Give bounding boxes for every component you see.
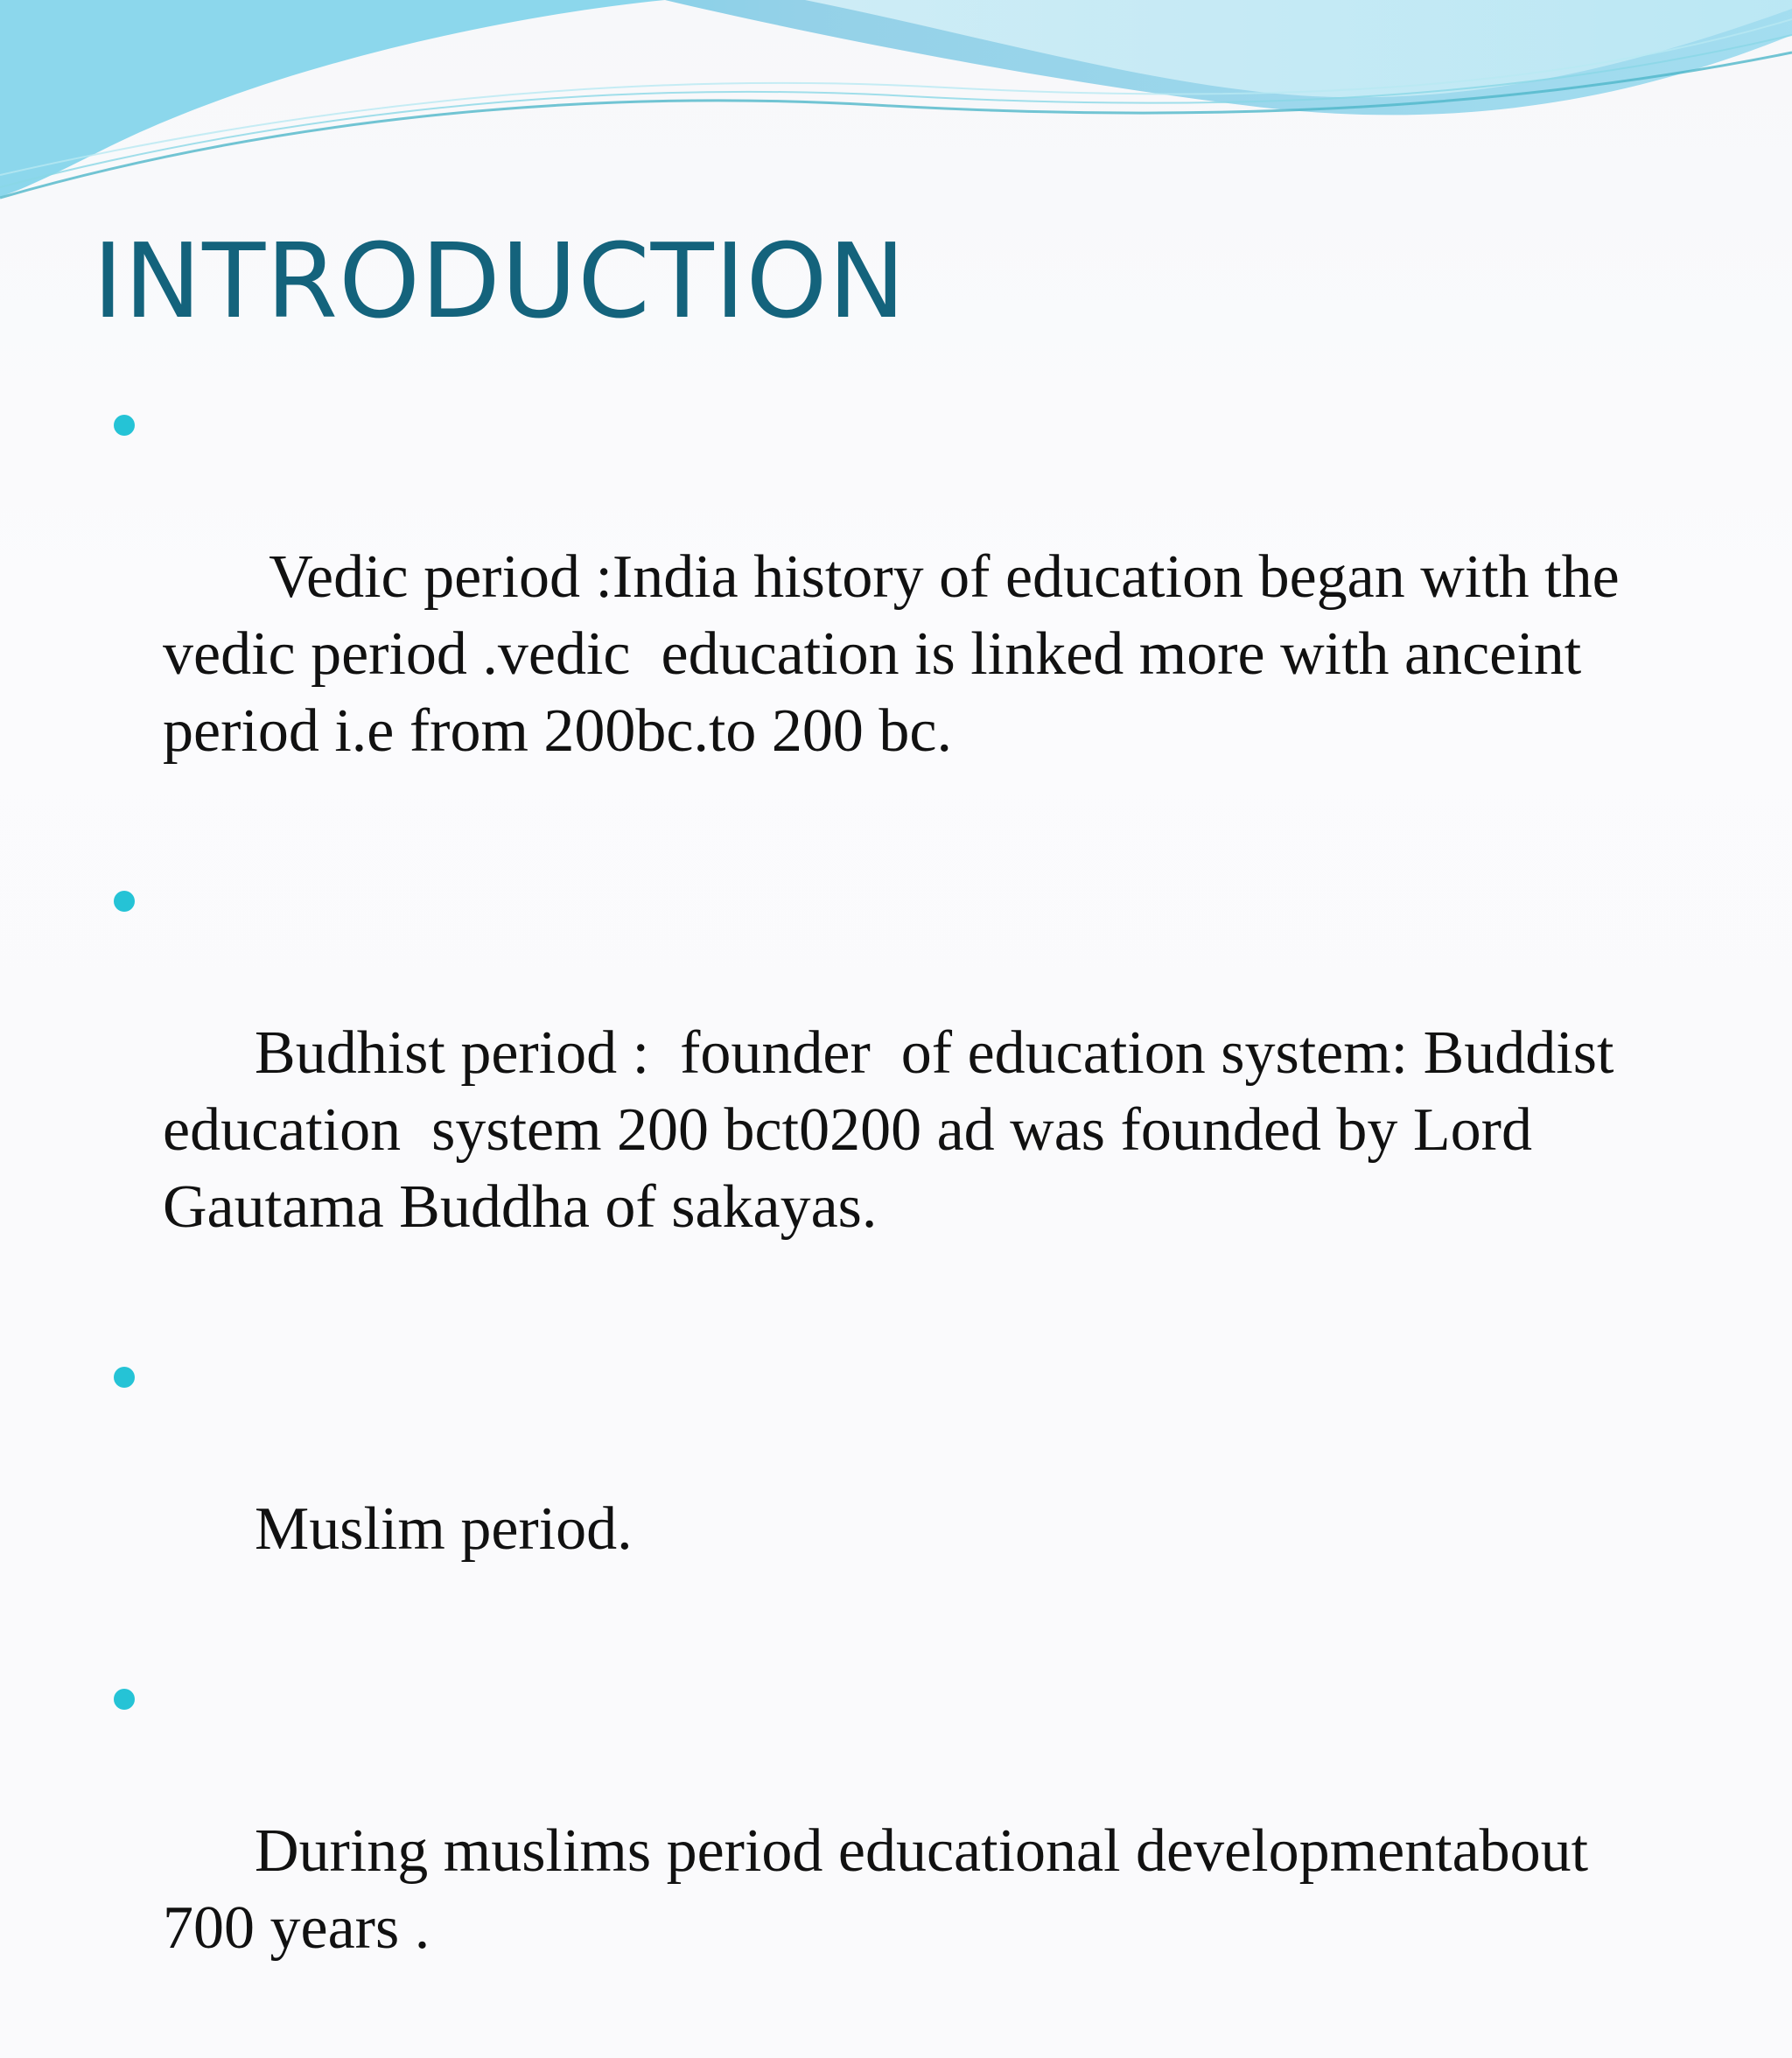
bullet-dot-icon <box>114 415 135 436</box>
bullet-text: Muslim period. <box>255 1495 633 1563</box>
bullet-item-budhist <box>110 861 1685 1323</box>
bullet-text: During muslims period educational developmentabout 700 years . <box>163 1817 1604 1962</box>
bullet-item-muslim <box>110 1337 1685 1645</box>
bullet-text: Vedic period :India history of education began with the vedic period .vedic education is linked more with anceint period i.e from 200bc.to 200 bc. <box>163 543 1635 765</box>
bullet-text: Budhist period : founder of education system: Buddist education system 200 bct0200 ad was founded by Lord Gautama Buddha of sakayas. <box>163 1019 1629 1241</box>
bullet-list <box>110 385 1685 2058</box>
bullet-dot-icon <box>114 1689 135 1710</box>
wave-band-left <box>0 0 665 197</box>
bullet-dot-icon <box>114 891 135 912</box>
header-wave-decoration <box>0 0 1792 210</box>
bullet-item-vedic <box>110 385 1685 847</box>
bullet-item-during-muslims <box>110 1659 1685 2044</box>
bullet-dot-icon <box>114 1367 135 1388</box>
slide-title: INTRODUCTION <box>93 220 906 341</box>
